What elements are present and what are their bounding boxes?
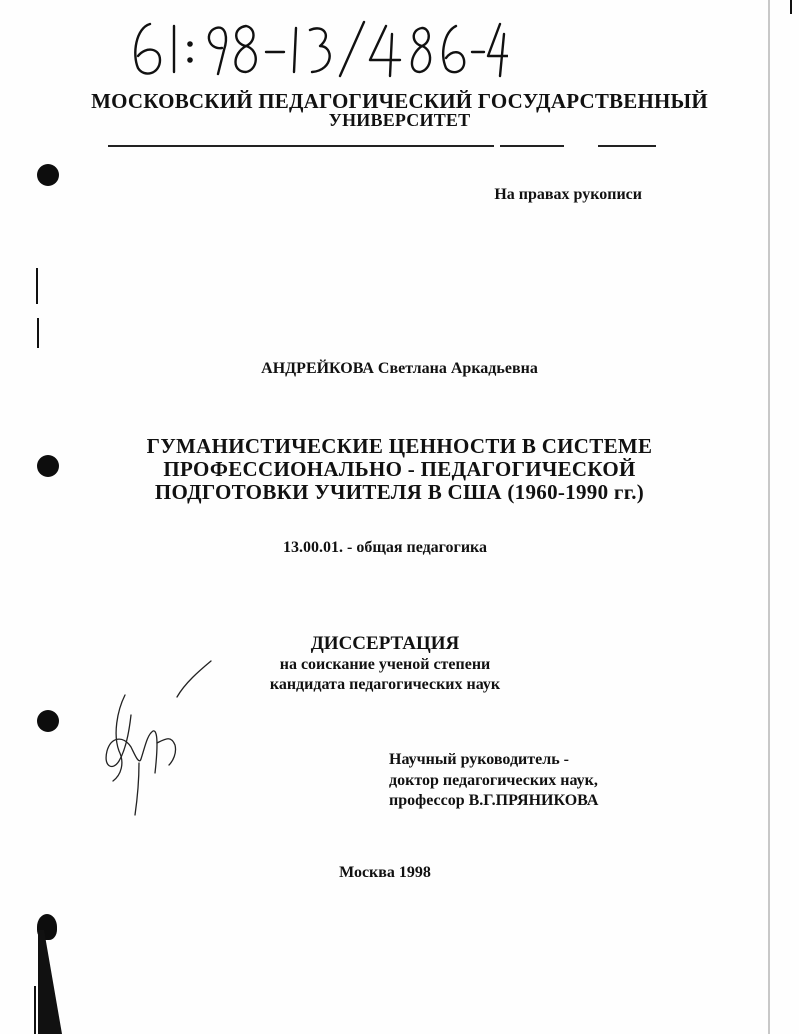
degree-line-2: кандидата педагогических наук — [269, 676, 501, 693]
title-line-3: ПОДГОТОВКИ УЧИТЕЛЯ В США (1960-1990 гг.) — [154, 480, 645, 504]
supervisor-line-3: профессор В.Г.ПРЯНИКОВА — [389, 792, 599, 809]
institution-name-line2: УНИВЕРСИТЕТ — [328, 110, 471, 130]
institution-name-line1: МОСКОВСКИЙ ПЕДАГОГИЧЕСКИЙ ГОСУДАРСТВЕННЫЙ — [91, 89, 708, 113]
degree-line-1: на соискание ученой степени — [279, 656, 491, 673]
author-surname: АНДРЕЙКОВА — [261, 360, 374, 377]
specialty-code: 13.00.01. - общая педагогика — [282, 539, 488, 556]
supervisor-line-2: доктор педагогических наук, — [389, 772, 598, 789]
author-given-names: Светлана Аркадьевна — [377, 360, 538, 377]
header-rule-left — [108, 145, 494, 147]
punch-hole-3 — [37, 710, 59, 732]
scan-edge-mark-2 — [37, 318, 39, 348]
scan-edge-wedge — [34, 930, 64, 1034]
handwritten-signature — [95, 655, 225, 825]
city-year: Москва 1998 — [339, 864, 431, 881]
header-rule-right — [598, 145, 656, 147]
supervisor-line-1: Научный руководитель - — [389, 751, 569, 768]
manuscript-note: На правах рукописи — [494, 186, 642, 203]
handwritten-catalog-code — [128, 14, 508, 78]
scan-edge-mark-1 — [36, 268, 38, 304]
title-line-2: ПРОФЕССИОНАЛЬНО - ПЕДАГОГИЧЕСКОЙ — [163, 457, 636, 481]
header-rule-mid — [500, 145, 564, 147]
document-type: ДИССЕРТАЦИЯ — [310, 633, 460, 654]
punch-hole-1 — [37, 164, 59, 186]
scan-edge-corner — [790, 0, 792, 14]
title-line-1: ГУМАНИСТИЧЕСКИЕ ЦЕННОСТИ В СИСТЕМЕ — [146, 434, 653, 458]
author-line — [0, 360, 799, 378]
